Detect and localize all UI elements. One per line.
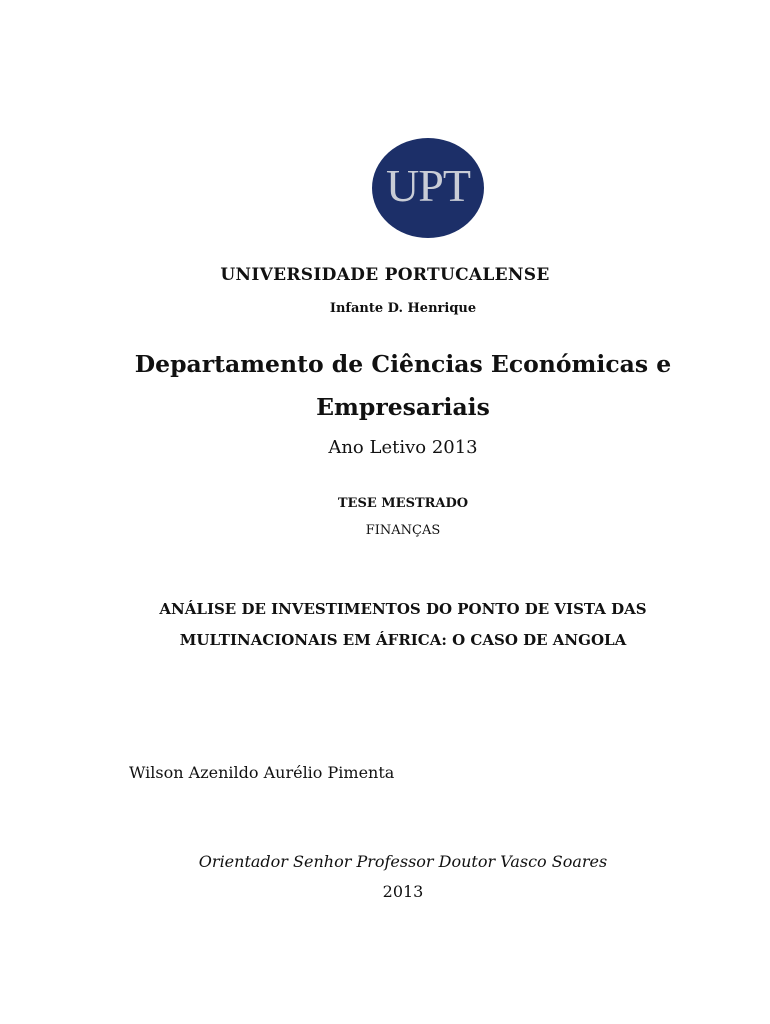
department-line-2: Empresariais	[316, 393, 490, 421]
thesis-title-line-2: MULTINACIONAIS EM ÁFRICA: O CASO DE ANGOLA	[179, 631, 627, 649]
university-logo	[372, 138, 484, 238]
author-name: Wilson Azenildo Aurélio Pimenta	[129, 763, 395, 782]
university-subtitle: Infante D. Henrique	[329, 301, 477, 316]
year: 2013	[382, 882, 424, 901]
thesis-type: TESE MESTRADO	[337, 496, 469, 511]
academic-year: Ano Letivo 2013	[328, 437, 478, 458]
logo-text: UPT	[386, 160, 470, 211]
university-name: UNIVERSIDADE PORTUCALENSE	[220, 265, 550, 285]
department-line-1: Departamento de Ciências Económicas e	[134, 350, 672, 378]
thesis-area: FINANÇAS	[365, 523, 441, 538]
advisor: Orientador Senhor Professor Doutor Vasco Soares	[198, 852, 608, 871]
thesis-title-line-1: ANÁLISE DE INVESTIMENTOS DO PONTO DE VISTA DAS	[159, 600, 647, 618]
